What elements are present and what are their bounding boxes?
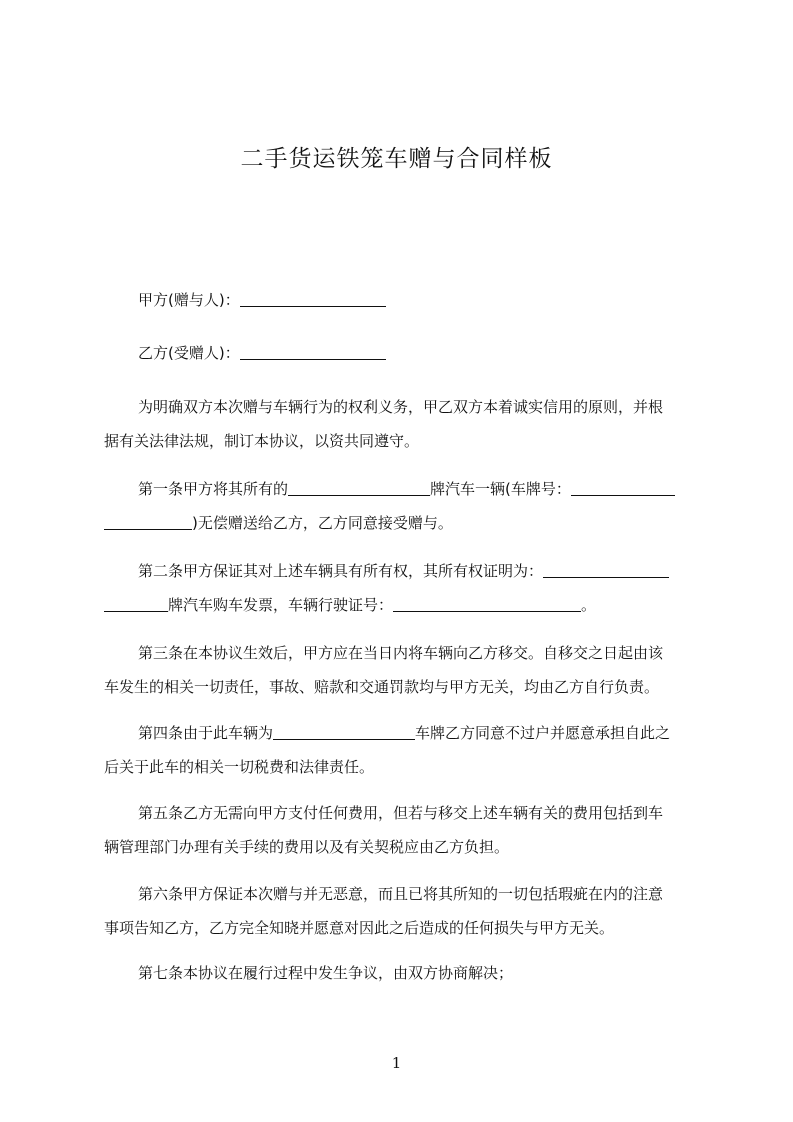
article-3-line-2: 车发生的相关一切责任，事故、赔款和交通罚款均与甲方无关，均由乙方自行负责。 bbox=[104, 678, 660, 696]
article-5 bbox=[104, 796, 704, 864]
article-4-text-a: 第四条由于此车辆为 bbox=[138, 724, 274, 742]
article-5-line-2: 辆管理部门办理有关手续的费用以及有关契税应由乙方负担。 bbox=[104, 838, 510, 856]
party-b-blank bbox=[240, 344, 386, 360]
article-1-text-b: 牌汽车一辆(车牌号： bbox=[430, 480, 571, 498]
article-1-text-c: )无偿赠送给乙方，乙方同意接受赠与。 bbox=[192, 514, 453, 532]
party-a-label: 甲方(赠与人)： bbox=[138, 291, 240, 309]
preamble-line-1: 为明确双方本次赠与车辆行为的权利义务，甲乙双方本着诚实信用的原则，并根 bbox=[138, 398, 664, 416]
brand-blank bbox=[288, 480, 430, 496]
article-2-text-c: 。 bbox=[581, 596, 597, 614]
preamble-paragraph bbox=[104, 390, 704, 458]
ownership-proof-blank bbox=[543, 562, 669, 578]
party-a-blank bbox=[240, 291, 386, 307]
article-4-text-b: 车牌乙方同意不过户并愿意承担自此之 bbox=[415, 724, 671, 742]
article-7 bbox=[104, 956, 704, 990]
article-3-line-1: 第三条在本协议生效后，甲方应在当日内将车辆向乙方移交。自移交之日起由该 bbox=[138, 644, 664, 662]
ownership-proof-blank-cont bbox=[104, 596, 168, 612]
article-2-text-a: 第二条甲方保证其对上述车辆具有所有权，其所有权证明为： bbox=[138, 562, 544, 580]
article-1 bbox=[104, 472, 704, 540]
article-5-line-1: 第五条乙方无需向甲方支付任何费用，但若与移交上述车辆有关的费用包括到车 bbox=[138, 804, 664, 822]
article-4-line-2: 后关于此车的相关一切税费和法律责任。 bbox=[104, 758, 375, 776]
vehicle-blank bbox=[273, 724, 415, 740]
article-1-text-a: 第一条甲方将其所有的 bbox=[138, 480, 289, 498]
plate-number-blank-cont bbox=[104, 514, 192, 530]
article-2 bbox=[104, 554, 704, 622]
plate-number-blank bbox=[571, 480, 675, 496]
article-6 bbox=[104, 877, 704, 945]
party-a-line bbox=[104, 283, 704, 317]
article-6-line-2: 事项告知乙方，乙方完全知晓并愿意对因此之后造成的任何损失与甲方无关。 bbox=[104, 919, 615, 937]
article-7-text: 第七条本协议在履行过程中发生争议，由双方协商解决； bbox=[138, 964, 514, 982]
party-b-line bbox=[104, 336, 704, 370]
article-4 bbox=[104, 716, 704, 784]
party-b-label: 乙方(受赠人)： bbox=[138, 344, 240, 362]
document-title: 二手货运铁笼车赠与合同样板 bbox=[240, 146, 553, 172]
article-3 bbox=[104, 636, 704, 704]
license-number-blank bbox=[393, 596, 581, 612]
page-number: 1 bbox=[391, 1054, 402, 1072]
article-2-text-b: 牌汽车购车发票，车辆行驶证号： bbox=[168, 596, 394, 614]
article-6-line-1: 第六条甲方保证本次赠与并无恶意，而且已将其所知的一切包括瑕疵在内的注意 bbox=[138, 885, 664, 903]
preamble-line-2: 据有关法律法规，制订本协议，以资共同遵守。 bbox=[104, 432, 420, 450]
